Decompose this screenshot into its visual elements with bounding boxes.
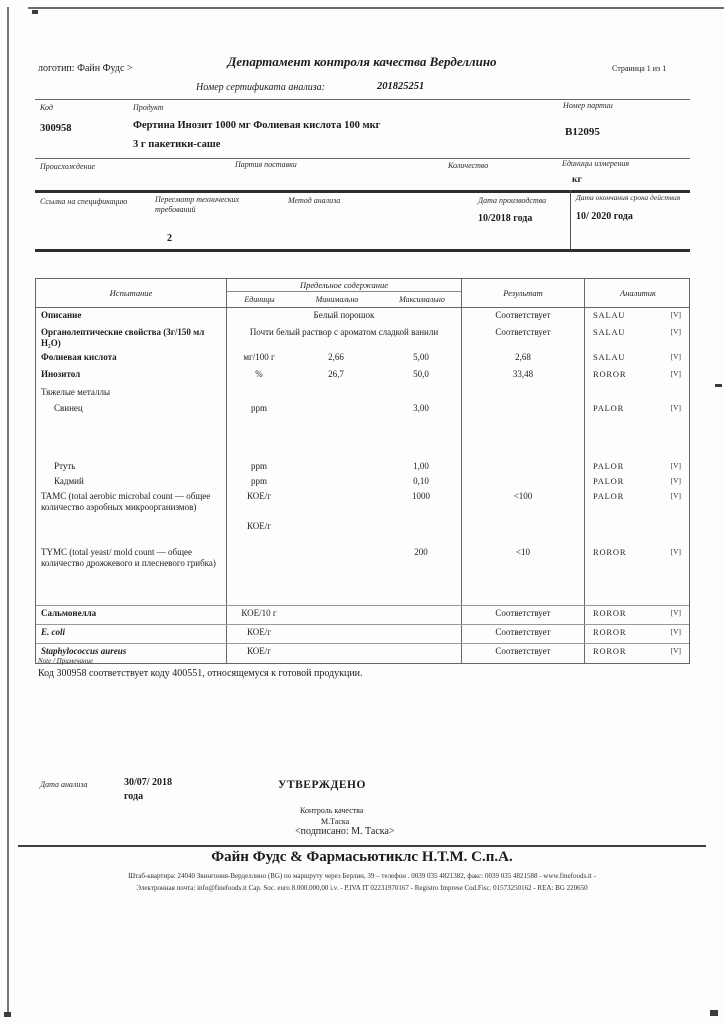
col-test-header: Испытание: [109, 288, 153, 298]
results-table-header: [36, 279, 689, 308]
limit-min: [291, 385, 381, 401]
analyst-code: SALAU: [593, 327, 626, 337]
analyst-cell: [584, 417, 691, 459]
verified-checkmark: [V]: [670, 402, 681, 412]
result-value: <100: [461, 489, 584, 519]
table-row: [36, 459, 689, 474]
limit-max: [381, 519, 461, 545]
col-min-header: Минимально: [315, 295, 359, 304]
analyst-code: ROROR: [593, 645, 627, 656]
analyst-code: ROROR: [593, 546, 627, 557]
analyst-cell: [584, 350, 691, 367]
analyst-code: ROROR: [593, 607, 627, 618]
page-number: Страница 1 из 1: [612, 64, 667, 73]
result-value: Соответствует: [461, 644, 584, 663]
company-name: Файн Фудс & Фармасьютиклс Н.Т.М. С.п.А.: [211, 849, 513, 865]
limit-max: 50,0: [413, 368, 429, 379]
col-units-header: Единицы: [244, 295, 275, 304]
analyst-cell: [584, 545, 691, 597]
limit-min: [291, 417, 381, 459]
test-name: [36, 519, 226, 545]
limit-min: [291, 489, 381, 519]
units: КОЕ/г: [226, 489, 291, 519]
test-name: Свинец: [54, 402, 83, 413]
result-value: Соответствует: [461, 308, 584, 325]
revision-label: Пересмотр технических требований: [155, 195, 240, 215]
units: ppm: [226, 474, 291, 489]
limit-max: 200: [414, 546, 428, 557]
limit-min: [291, 474, 381, 489]
table-row: [36, 644, 689, 663]
verified-checkmark: [V]: [670, 546, 681, 556]
analysis-date-value: 30/07/ 2018: [124, 777, 173, 788]
analyst-code: ROROR: [593, 626, 627, 637]
table-row: [36, 489, 689, 519]
result-value: Соответствует: [461, 325, 584, 350]
limit-min: [291, 597, 381, 605]
analyst-code: PALOR: [593, 475, 625, 486]
limit-min: [291, 459, 381, 474]
approved-stamp: УТВЕРЖДЕНО: [278, 779, 366, 791]
product-name: Фертина Инозит 1000 мг Фолиевая кислота 100 мкг: [133, 120, 381, 131]
analysis-date-label: Дата анализа: [40, 780, 88, 789]
limit-max: 5,00: [413, 351, 429, 362]
test-name: [36, 417, 226, 459]
verified-checkmark: [V]: [670, 645, 681, 655]
verified-checkmark: [V]: [670, 368, 681, 378]
result-value: Соответствует: [461, 625, 584, 643]
certificate-number-label: Номер сертификата анализа:: [196, 82, 325, 93]
analyst-code: ROROR: [593, 368, 627, 379]
exp-date-value: 10/ 2020 года: [576, 211, 633, 222]
col-result-header: Результат: [461, 279, 584, 307]
table-row: [36, 350, 689, 367]
verified-checkmark: [V]: [670, 310, 681, 319]
mfg-date-label: Дата производства: [478, 196, 547, 205]
test-name: [36, 597, 226, 605]
units: КОЕ/г: [226, 644, 291, 663]
limit-max: [381, 385, 461, 401]
units: ppm: [226, 401, 291, 417]
test-name: Описание: [41, 310, 82, 320]
limit-min: [291, 625, 381, 643]
verified-checkmark: [V]: [670, 607, 681, 617]
results-table-body: [36, 308, 689, 663]
note-label: Note / Примечание: [38, 657, 94, 665]
limit-max: [381, 606, 461, 624]
units: [226, 417, 291, 459]
units: ppm: [226, 459, 291, 474]
units: [226, 385, 291, 401]
limit-text: Почти белый раствор с ароматом сладкой ванили: [226, 325, 461, 350]
limit-min: [291, 401, 381, 417]
result-value: [461, 597, 584, 605]
batch-label: Номер партии: [563, 101, 613, 110]
verified-checkmark: [V]: [670, 626, 681, 636]
test-name: Кадмий: [54, 475, 84, 486]
qc-label: Контроль качества: [300, 806, 364, 815]
table-row: [36, 597, 689, 605]
analyst-cell: [584, 597, 691, 605]
scan-mark-bottomright: [710, 1010, 718, 1016]
page-title: Департамент контроля качества Верделлино: [227, 54, 497, 69]
table-row: [36, 545, 689, 597]
footer-rule: [18, 845, 706, 847]
rule-vertical: [570, 190, 571, 251]
units: %: [226, 367, 291, 385]
origin-label: Происхождение: [40, 162, 96, 171]
method-label: Метод анализа: [288, 196, 341, 205]
test-name: TAMC (total aerobic microbal count — общее количество аэробных микроорганизмов): [41, 490, 211, 512]
col-max-header: Максимально: [399, 295, 445, 304]
table-row: [36, 325, 689, 350]
analyst-code: PALOR: [593, 402, 625, 413]
analyst-code: PALOR: [593, 460, 625, 471]
result-value: [461, 474, 584, 489]
analyst-cell: [584, 489, 691, 519]
table-row: [36, 625, 689, 644]
quantity-label: Количество: [448, 161, 489, 170]
limit-min: 2,66: [328, 351, 344, 362]
test-name: E. coli: [41, 626, 65, 637]
results-table: [35, 278, 690, 664]
analyst-code: SALAU: [593, 310, 626, 320]
limit-max: 1,00: [413, 460, 429, 471]
test-name: Тяжелые металлы: [41, 386, 111, 397]
analyst-cell: [584, 519, 691, 545]
product-form: 3 г пакетики-саше: [133, 139, 221, 150]
revision-value: 2: [167, 233, 172, 244]
supply-batch-label: Партия поставки: [235, 160, 297, 169]
test-name: Фолиевая кислота: [41, 351, 117, 362]
analyst-code: SALAU: [593, 351, 626, 362]
table-row: [36, 417, 689, 459]
table-row: [36, 474, 689, 489]
limit-min: [291, 519, 381, 545]
analyst-cell: [584, 474, 691, 489]
analyst-cell: [584, 606, 691, 624]
logo-label: логотип: Файн Фудс >: [38, 63, 133, 74]
test-name: Органолептические свойства (3г/150 мл Н₂О): [41, 327, 205, 349]
table-row: [36, 519, 689, 545]
limit-text: Белый порошок: [226, 308, 461, 325]
result-value: [461, 519, 584, 545]
limit-min: [291, 606, 381, 624]
analyst-cell: [584, 308, 691, 325]
certificate-number-value: 201825251: [377, 81, 425, 92]
test-name: Инозитол: [41, 368, 81, 379]
product-label: Продукт: [133, 103, 164, 112]
analyst-cell: [584, 625, 691, 643]
code-value: 300958: [40, 123, 72, 134]
rule: [35, 99, 690, 100]
limit-max: 1000: [412, 490, 430, 501]
analyst-code: PALOR: [593, 490, 625, 501]
scan-mark-topleft: [32, 10, 38, 14]
limits-title: Предельное содержание: [227, 279, 461, 292]
col-limits-header: [226, 279, 461, 307]
analyst-cell: [584, 325, 691, 350]
analyst-cell: [584, 367, 691, 385]
limit-max: [381, 644, 461, 663]
analysis-date-value2: года: [124, 791, 144, 802]
limit-max: [381, 597, 461, 605]
scan-mark-bottomleft: [4, 1012, 11, 1017]
limit-max: 3,00: [413, 402, 429, 413]
result-value: [461, 401, 584, 417]
result-value: [461, 417, 584, 459]
test-name: Ртуть: [54, 460, 76, 471]
result-value: 2,68: [461, 350, 584, 367]
test-name: Сальмонелла: [41, 607, 97, 618]
verified-checkmark: [V]: [670, 475, 681, 485]
units: КОЕ/10 г: [226, 606, 291, 624]
exp-date-label: Дата окончания срока действия: [576, 193, 681, 202]
footer-contact-line: Электронная почта: info@finefoods.it Cap. Soc. euro 8.000.000,00 i.v. - P.IVA IT 02231970167 - Registro Imprese Cod.Fisc. 01573250162 - REA: BG 220650: [136, 884, 588, 892]
qc-name: М.Таска: [321, 817, 350, 826]
scan-edge-top: [28, 7, 724, 9]
units-label: Единицы измерения: [562, 159, 630, 168]
analyst-cell: [584, 644, 691, 663]
verified-checkmark: [V]: [670, 460, 681, 470]
table-row: [36, 385, 689, 401]
table-row: [36, 605, 689, 625]
note-text: Код 300958 соответствует коду 400551, относящемуся к готовой продукции.: [38, 668, 363, 679]
limit-min: [291, 545, 381, 597]
code-label: Код: [40, 103, 53, 112]
analyst-cell: [584, 401, 691, 417]
result-value: [461, 385, 584, 401]
batch-value: B12095: [565, 126, 600, 138]
result-value: <10: [461, 545, 584, 597]
limit-min: 26,7: [328, 368, 344, 379]
result-value: 33,48: [461, 367, 584, 385]
limit-max: [381, 417, 461, 459]
analyst-cell: [584, 385, 691, 401]
analyst-cell: [584, 459, 691, 474]
verified-checkmark: [V]: [670, 490, 681, 500]
rule-thick: [35, 249, 690, 252]
verified-checkmark: [V]: [670, 351, 681, 361]
col-analyst-header: Аналитик: [584, 279, 691, 307]
result-value: [461, 459, 584, 474]
units-value: кг: [572, 175, 582, 185]
test-name: TYMC (total yeast/ mold count — общее количество дрожжевого и плесневого грибка): [41, 546, 216, 568]
units: [226, 545, 291, 597]
verified-checkmark: [V]: [670, 327, 681, 336]
units: КОЕ/г: [226, 519, 291, 545]
signature-line: <подписано: М. Таска>: [295, 826, 395, 837]
limit-max: 0,10: [413, 475, 429, 486]
spec-ref-label: Ссылка на спецификацию: [40, 197, 128, 206]
scan-mark-right: [715, 384, 722, 387]
units: мг/100 г: [226, 350, 291, 367]
units: КОЕ/г: [226, 625, 291, 643]
limit-min: [291, 644, 381, 663]
result-value: Соответствует: [461, 606, 584, 624]
footer-address-line: Штаб-квартира: 24040 Звингония-Верделлино (BG) по маршруту через Берлин, 39 – телефон . 0039 035 4821382, факс: 0039 035 4821588 - www.finefoods.it -: [128, 872, 596, 880]
units: [226, 597, 291, 605]
table-row: [36, 308, 689, 325]
test-name: Staphylococcus aureus: [41, 645, 127, 656]
table-row: [36, 367, 689, 385]
limit-max: [381, 625, 461, 643]
mfg-date-value: 10/2018 года: [478, 213, 533, 224]
table-row: [36, 401, 689, 417]
